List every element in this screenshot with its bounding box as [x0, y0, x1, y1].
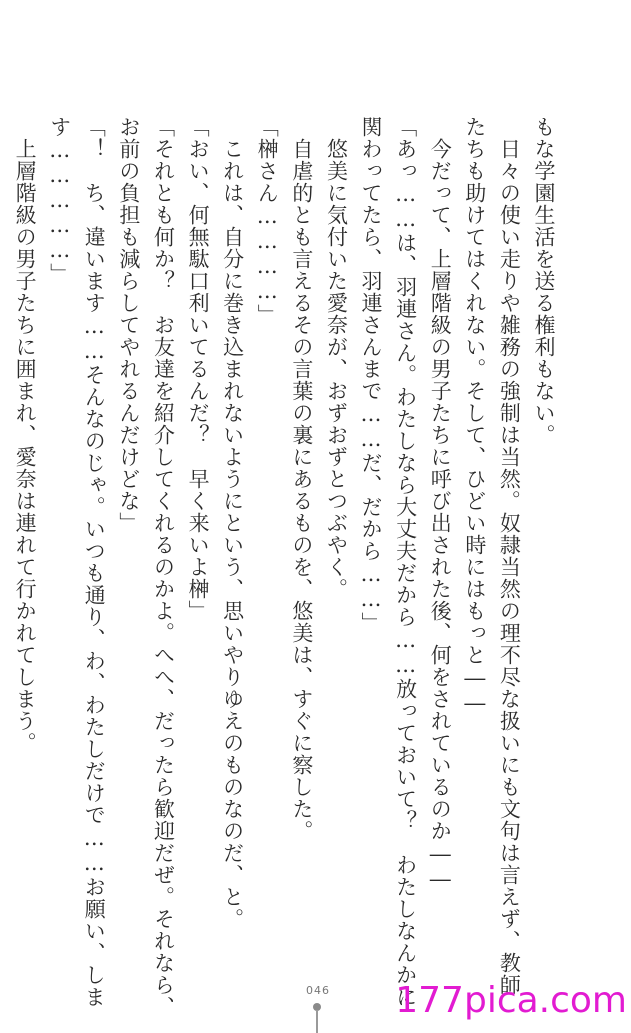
text-line: 「あっ……は、羽連さん。わたしなら大丈夫だから……放っておいて？ わたしなんかに [393, 116, 418, 1008]
text-line: お前の負担も減らしてやれるんだけどな」 [116, 116, 141, 534]
page-marker-line [316, 1010, 318, 1033]
text-line: 自虐的とも言えるその言葉の裏にあるものを、悠美は、すぐに察した。 [289, 116, 314, 842]
text-line: たちも助けてはくれない。そして、ひどい時にはもっと―― [462, 116, 487, 716]
text-line: 「榊さん…………」 [255, 116, 280, 326]
watermark-text: 177pica.com [395, 980, 627, 1021]
text-line: 「それとも何か？ お友達を紹介してくれるのかよ。へへ、だったら歓迎だぜ。それなら、 [151, 116, 176, 1018]
page-number: 046 [306, 984, 330, 997]
text-line: 日々の使い走りや雑務の強制は当然。奴隷当然の理不尽な扱いにも文句は言えず、教師 [497, 116, 522, 996]
text-line: もな学園生活を送る権利もない。 [532, 116, 556, 446]
text-line: 「！ ち、違います……そんなのじゃ。いつも通り、わ、わたしだけで……お願い、しま [82, 116, 107, 1008]
text-line: 悠美に気付いた愛奈が、おずおずとつぶやく。 [324, 116, 349, 600]
text-line: これは、自分に巻き込まれないようにという、思いやりゆえのものなのだ、と。 [220, 116, 245, 930]
text-line: 上層階級の男子たちに囲まれ、愛奈は連れて行かれてしまう。 [13, 116, 38, 754]
text-line: す……………」 [47, 116, 72, 285]
text-line: 「おい、何無駄口利いてるんだ？ 早く来いよ榊」 [186, 116, 211, 622]
text-line: 関わってたら、羽連さんまで……だ、だから……」 [359, 116, 384, 634]
text-line: 今だって、上層階級の男子たちに呼び出された後、何をされているのか―― [428, 116, 453, 892]
